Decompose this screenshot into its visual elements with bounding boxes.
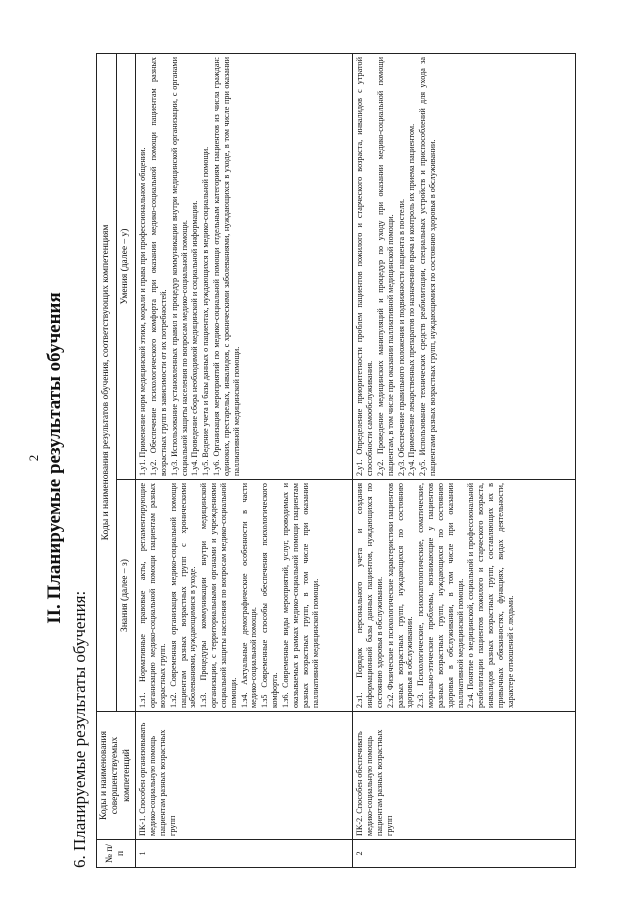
skill-item: 1.у5. Ведение учета и базы данных о пациентах, нуждающихся в медико-социальной помощи.	[201, 146, 211, 476]
header-skills: Умения (далее – у)	[116, 54, 136, 480]
header-knowledge: Знания (далее – з)	[116, 480, 136, 712]
competence-code: ПК-1. Способен организовывать медико-социальную помощь пациентам разных возрастных групп	[136, 712, 353, 840]
knowledge-item: 1.з1. Нормативные правовые акты, регламентирующие организацию медико-социальной помощи пациентам разных возрастных групп.	[138, 483, 167, 708]
skill-item: 1.у4. Проведение сбора необходимой медицинской и социальной информации.	[190, 200, 200, 476]
knowledge-cell	[353, 480, 576, 712]
skill-item: 1.у2. Обеспечение психологического комфорта при оказании медико-социальной помощи пациентам разных возрастных групп в зависимости от их потребностей.	[149, 57, 168, 476]
knowledge-item: 2.з3. Психологические, психопатологические, соматические, морально-этические проблемы, возникающие у пациентов разных возрастных групп, нуждающихся по состоянию здоровья в обслуживании, в том числе при оказании паллиативной медицинской помощи.	[416, 483, 465, 708]
table-header-row	[97, 54, 117, 868]
header-competence-code: Коды и наименования совершенствуемых компетенций	[97, 712, 136, 840]
skill-item: 2.у4. Применение лекарственных препаратов по назначению врача и контроль их приема пациентом.	[407, 123, 417, 476]
header-number: № п/п	[97, 840, 136, 868]
subsection-title: 6. Планируемые результаты обучения:	[70, 590, 89, 868]
skill-item: 2.у1. Определение приоритетности проблем пациентов пожилого и старческого возраста, инвалидов с утратой способности самообслуживания.	[355, 57, 375, 476]
row-number: 1	[136, 840, 353, 868]
knowledge-item: 1.з4. Актуальные демографические особенности в части медико-социальной помощи.	[239, 483, 259, 708]
knowledge-item: 1.з3. Процедуры коммуникации внутри медицинской организации, с территориальными органами и учреждениями социальной защиты населения по вопросам медико-социальной помощи.	[199, 483, 238, 708]
knowledge-item: 1.з5 Современные способы обеспечения психологического комфорта.	[260, 483, 280, 708]
table-row	[353, 54, 576, 868]
knowledge-item: 2.з1. Порядок персонального учета и создания информационной базы данных пациентов, нуждающихся по состоянию здоровья в обслуживании.	[355, 483, 384, 708]
table-row	[136, 54, 353, 868]
skill-item: 1.у1. Применение норм медицинской этики, морали и права при профессиональном общении.	[138, 147, 148, 476]
skills-cell	[353, 54, 576, 480]
section-title: II. Планируемые результаты обучения	[44, 292, 65, 624]
knowledge-item: 2.з4. Понятие о медицинской, социальной и профессиональной реабилитации пациентов пожилого и старческого возраста, инвалидов разных возрастных групп, составляющих их в привычных обязанностях, функциях, видах деятельности, характере отношений с людьми.	[466, 483, 515, 708]
learning-outcomes-table	[96, 53, 576, 868]
knowledge-item: 2.з2. Физические и психологические характеристики пациентов разных возрастных групп, нуждающихся по состоянию здоровья в обслуживании.	[385, 483, 415, 708]
row-number: 2	[353, 840, 576, 868]
competence-code: ПК-2. Способен обеспечивать медико-социальную помощь пациентам разных возрастных групп	[353, 712, 576, 840]
skill-item: 1.у6. Организация мероприятий по медико-социальной помощи отдельным категориям пациентов из числа граждан: одиноких, престарелых, инвалидов, с хроническими заболеваниями, нуждающихся в уходе, в том числе при оказании паллиативной медицинской помощи.	[212, 57, 241, 476]
page-number: 2	[26, 454, 41, 462]
skills-cell	[136, 54, 353, 480]
knowledge-item: 1.з6. Современные виды мероприятий, услуг, проводимых и оказываемых в рамках медико-социальной помощи пациентам разных возрастных групп, в том числе при оказании паллиативной медицинской помощи.	[280, 483, 320, 708]
knowledge-item: 1.з2. Современная организация медико-социальной помощи пациентам разных возрастных групп с хроническими заболеваниями, нуждающимися в уходе.	[168, 483, 198, 708]
skill-item: 2.у2. Проведение медицинских манипуляций и процедур по уходу при оказании медико-социальной помощи пациентам, в том числе при оказании паллиативной медицинской помощи.	[375, 57, 395, 476]
skill-item: 2.у3. Обеспечение правильного положения и подвижности пациента в постели.	[396, 198, 406, 476]
header-results-group: Коды и наименования результатов обучения, соответствующих компетенциям	[97, 54, 117, 712]
rotated-document-page	[22, 38, 612, 878]
knowledge-cell	[136, 480, 353, 712]
skill-item: 1.у3. Использование установленных правил и процедур коммуникации внутри медицинской организации, с органами социальной защиты населения по вопросам медико-социальной помощи.	[169, 57, 189, 476]
skill-item: 2.у5. Использование технических средств реабилитации, специальных устройств и приспособлений для ухода за пациентами разных возрастных групп, нуждающимися по состоянию здоровья в обслуживании.	[418, 57, 438, 476]
